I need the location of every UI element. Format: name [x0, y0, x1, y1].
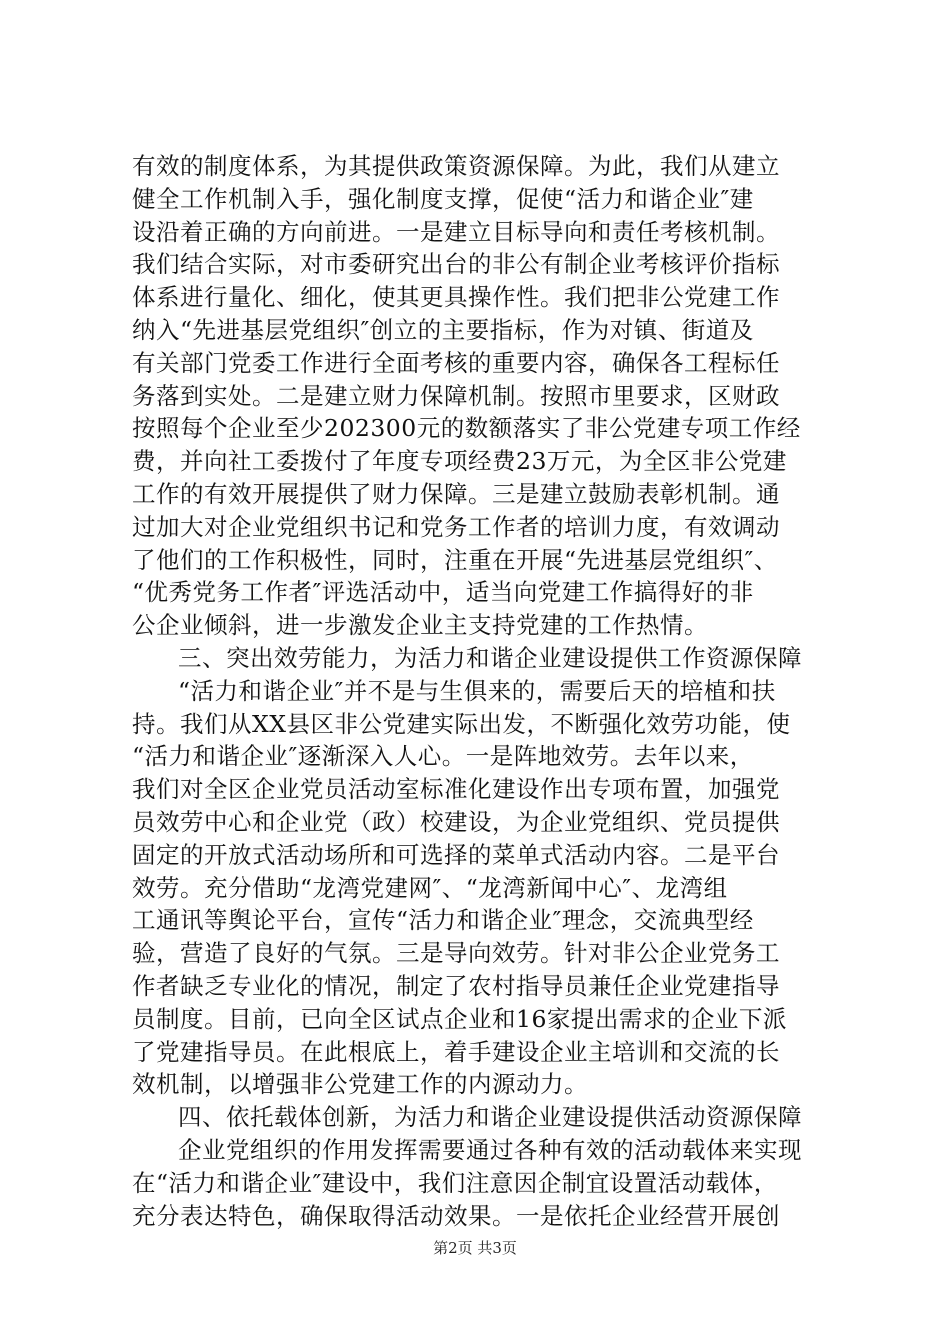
text-line: “优秀党务工作者″评选活动中，适当向党建工作搞得好的非 — [132, 578, 754, 607]
text-line: 设沿着正确的方向前进。一是建立目标导向和责任考核机制。 — [132, 217, 780, 246]
text-line: 过加大对企业党组织书记和党务工作者的培训力度，有效调动 — [132, 512, 780, 541]
text-line: 工通讯等舆论平台，宣传“活力和谐企业″理念，交流典型经 — [132, 906, 754, 935]
text-line: 了他们的工作积极性，同时，注重在开展“先进基层党组织″、 — [132, 545, 778, 574]
text-line: 纳入“先进基层党组织″创立的主要指标，作为对镇、街道及 — [132, 315, 754, 344]
text-line: 务落到实处。二是建立财力保障机制。按照市里要求，区财政 — [132, 381, 780, 410]
text-line: 我们对全区企业党员活动室标准化建设作出专项布置，加强党 — [132, 775, 780, 804]
text-line: 作者缺乏专业化的情况，制定了农村指导员兼任企业党建指导 — [132, 971, 780, 1000]
text-line: 在“活力和谐企业″建设中，我们注意因企制宜设置活动载体， — [132, 1168, 778, 1197]
text-line: 健全工作机制入手，强化制度支撑，促使“活力和谐企业″建 — [132, 184, 754, 213]
text-line: 公企业倾斜，进一步激发企业主支持党建的工作热情。 — [132, 611, 708, 640]
text-line: 员制度。目前，已向全区试点企业和16家提出需求的企业下派 — [132, 1004, 787, 1033]
text-line: 有效的制度体系，为其提供政策资源保障。为此，我们从建立 — [132, 152, 780, 180]
text-line: 四、依托载体创新，为活力和谐企业建设提供活动资源保障 — [178, 1103, 802, 1132]
text-line: 持。我们从XX县区非公党建实际出发，不断强化效劳功能，使 — [132, 709, 791, 738]
text-line: 按照每个企业至少202300元的数额落实了非公党建专项工作经 — [132, 414, 801, 443]
text-line: 有关部门党委工作进行全面考核的重要内容，确保各工程标任 — [132, 348, 780, 377]
page-footer: 第2页 共3页 — [433, 1239, 517, 1257]
text-line: 企业党组织的作用发挥需要通过各种有效的活动载体来实现 — [178, 1135, 802, 1164]
text-line: 验，营造了良好的气氛。三是导向效劳。针对非公企业党务工 — [132, 939, 780, 968]
text-line: “活力和谐企业″并不是与生俱来的，需要后天的培植和扶 — [178, 676, 776, 705]
text-line: 工作的有效开展提供了财力保障。三是建立鼓励表彰机制。通 — [132, 479, 780, 508]
text-line: 三、突出效劳能力，为活力和谐企业建设提供工作资源保障 — [178, 643, 802, 672]
text-line: 充分表达特色，确保取得活动效果。一是依托企业经营开展创 — [132, 1201, 780, 1230]
text-line: 效机制，以增强非公党建工作的内源动力。 — [132, 1070, 588, 1099]
text-line: 员效劳中心和企业党（政）校建设，为企业党组织、党员提供 — [132, 807, 780, 836]
text-line: 了党建指导员。在此根底上，着手建设企业主培训和交流的长 — [132, 1037, 780, 1066]
body-text — [132, 150, 832, 1232]
text-line: 我们结合实际，对市委研究出台的非公有制企业考核评价指标 — [132, 250, 780, 279]
text-line: 费，并向社工委拨付了年度专项经费23万元，为全区非公党建 — [132, 447, 787, 476]
text-line: “活力和谐企业″逐渐深入人心。一是阵地效劳。去年以来， — [132, 742, 754, 771]
text-line: 效劳。充分借助“龙湾党建网″、“龙湾新闻中心″、龙湾组 — [132, 873, 728, 902]
text-line: 体系进行量化、细化，使其更具操作性。我们把非公党建工作 — [132, 283, 780, 312]
text-line: 固定的开放式活动场所和可选择的菜单式活动内容。二是平台 — [132, 840, 780, 869]
